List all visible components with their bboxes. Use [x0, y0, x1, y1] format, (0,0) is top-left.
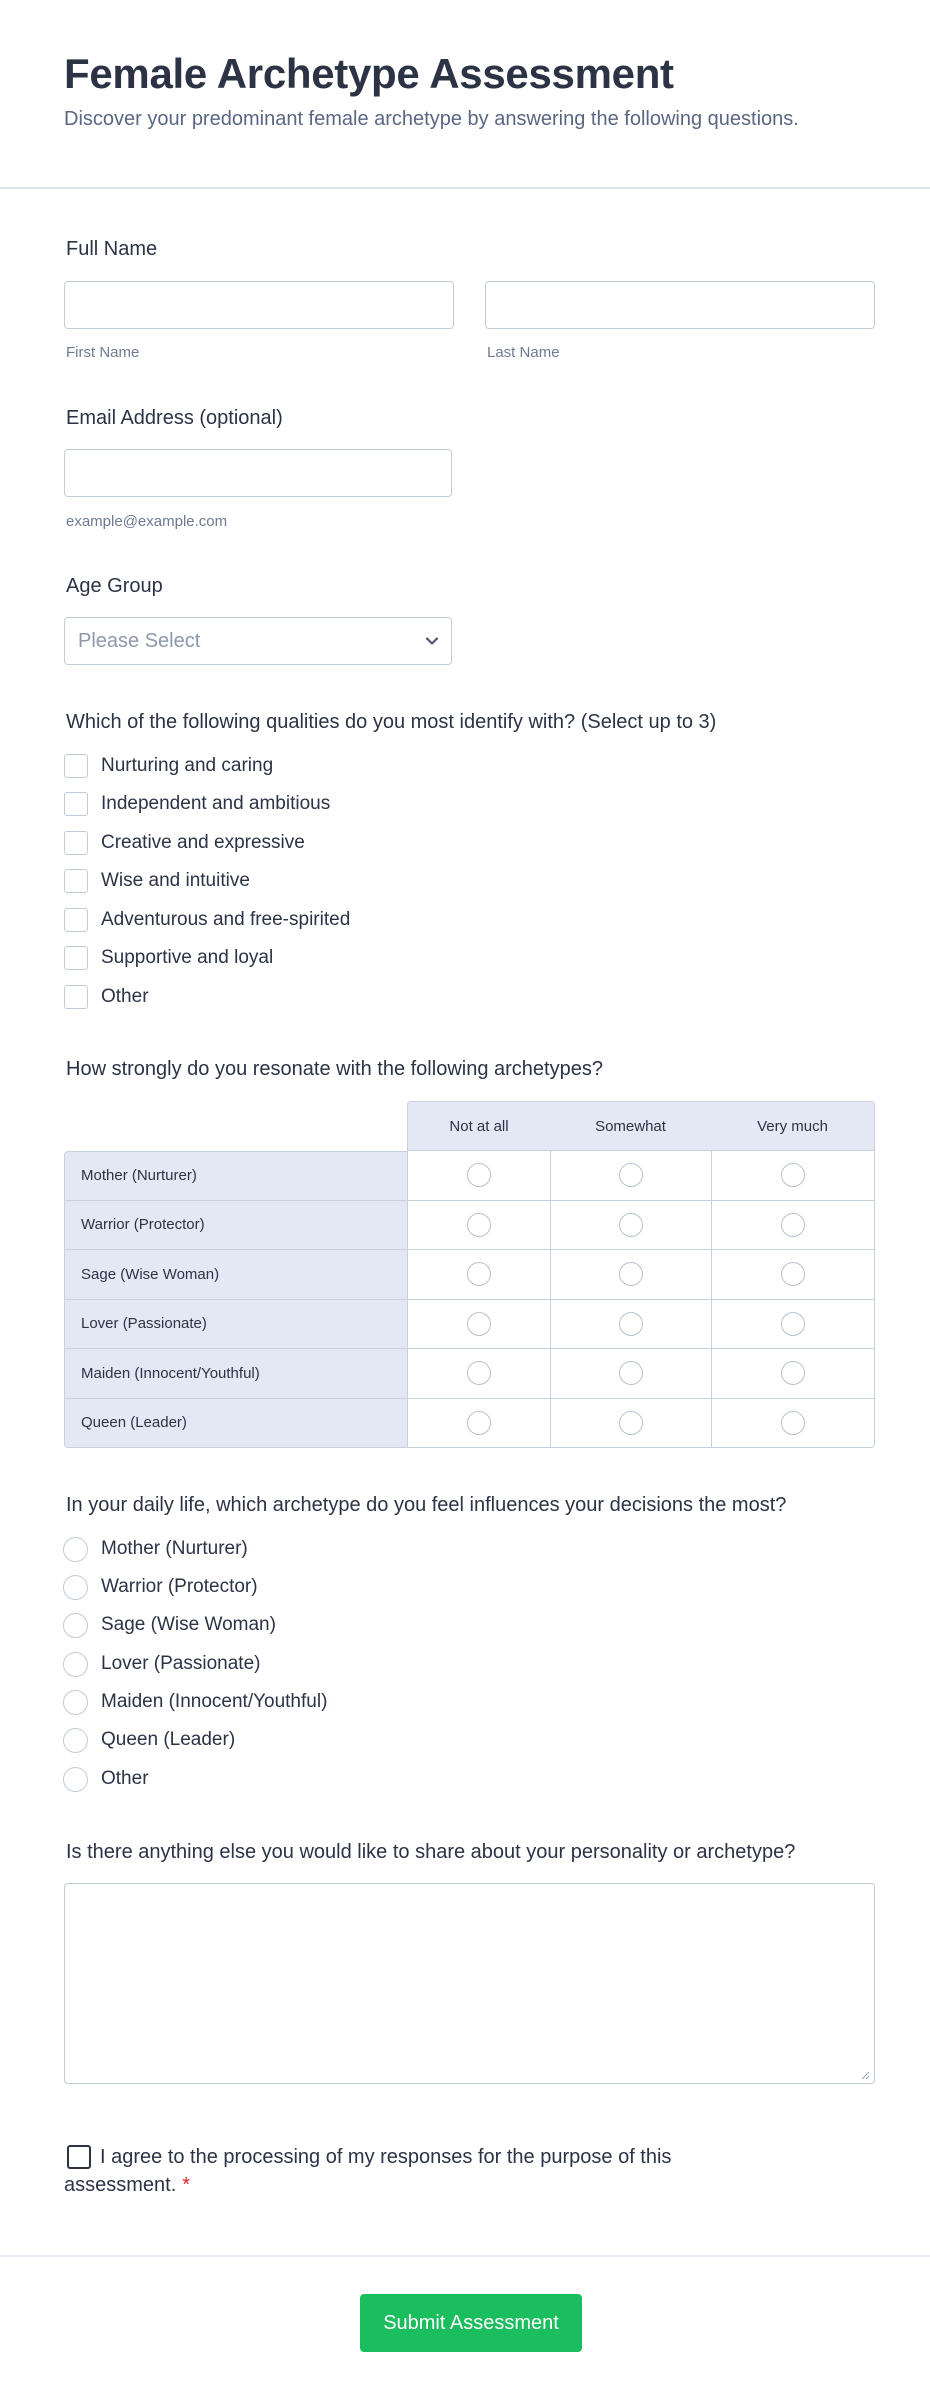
matrix-cell	[407, 1201, 551, 1251]
checkbox[interactable]	[64, 831, 88, 855]
radio-button[interactable]	[467, 1163, 491, 1187]
radio-button[interactable]	[467, 1361, 491, 1385]
checkbox[interactable]	[64, 946, 88, 970]
radio-button[interactable]	[781, 1262, 805, 1286]
share-label: Is there anything else you would like to share about your personality or archetype?	[66, 1841, 796, 1863]
quality-option-label: Independent and ambitious	[101, 793, 331, 814]
matrix-cell	[407, 1250, 551, 1300]
checkbox[interactable]	[64, 754, 88, 778]
checkbox[interactable]	[64, 908, 88, 932]
influence-option-label: Maiden (Innocent/Youthful)	[101, 1691, 328, 1712]
quality-option-label: Supportive and loyal	[101, 947, 274, 968]
influence-option[interactable]	[63, 1728, 463, 1754]
influence-option-label: Lover (Passionate)	[101, 1653, 261, 1674]
quality-option-label: Other	[101, 986, 149, 1007]
header-divider	[0, 187, 930, 189]
influence-option[interactable]	[63, 1537, 463, 1563]
matrix-column-header: Somewhat	[550, 1101, 712, 1151]
resonance-label: How strongly do you resonate with the following archetypes?	[66, 1058, 603, 1080]
matrix-cell	[551, 1349, 712, 1399]
matrix-cell	[551, 1399, 712, 1449]
last-name-sublabel: Last Name	[487, 344, 560, 361]
matrix-row-label: Queen (Leader)	[64, 1399, 407, 1449]
influence-option[interactable]	[63, 1575, 463, 1601]
submit-button[interactable]: Submit Assessment	[360, 2294, 582, 2352]
footer-divider	[0, 2255, 930, 2257]
influence-option[interactable]	[63, 1690, 463, 1716]
email-label: Email Address (optional)	[66, 407, 283, 429]
matrix-cell	[712, 1250, 875, 1300]
matrix-column-header: Very much	[711, 1101, 875, 1151]
radio-button[interactable]	[781, 1312, 805, 1336]
quality-option[interactable]	[64, 908, 464, 934]
radio-button[interactable]	[619, 1163, 643, 1187]
influence-option-label: Warrior (Protector)	[101, 1576, 258, 1597]
radio-button[interactable]	[619, 1312, 643, 1336]
influence-option-label: Other	[101, 1768, 149, 1789]
matrix-cell	[407, 1349, 551, 1399]
email-sublabel: example@example.com	[66, 513, 228, 530]
resonance-matrix	[64, 1101, 875, 1448]
age-group-label: Age Group	[66, 575, 163, 597]
radio-button[interactable]	[467, 1411, 491, 1435]
radio-button[interactable]	[63, 1537, 88, 1562]
quality-option[interactable]	[64, 869, 464, 895]
influence-option[interactable]	[63, 1652, 463, 1678]
quality-option-label: Adventurous and free-spirited	[101, 909, 351, 930]
matrix-row-label: Maiden (Innocent/Youthful)	[64, 1349, 407, 1399]
radio-button[interactable]	[63, 1728, 88, 1753]
matrix-cell	[712, 1349, 875, 1399]
full-name-label: Full Name	[66, 238, 158, 260]
first-name-sublabel: First Name	[66, 344, 140, 361]
qualities-label: Which of the following qualities do you most identify with? (Select up to 3)	[66, 711, 717, 733]
radio-button[interactable]	[467, 1213, 491, 1237]
radio-button[interactable]	[63, 1575, 88, 1600]
quality-option-label: Creative and expressive	[101, 832, 305, 853]
influence-option-label: Sage (Wise Woman)	[101, 1614, 276, 1635]
matrix-row-label: Sage (Wise Woman)	[64, 1250, 407, 1300]
matrix-cell	[407, 1300, 551, 1350]
radio-button[interactable]	[467, 1262, 491, 1286]
radio-button[interactable]	[781, 1163, 805, 1187]
quality-option[interactable]	[64, 946, 464, 972]
radio-button[interactable]	[619, 1262, 643, 1286]
radio-button[interactable]	[781, 1213, 805, 1237]
influence-label: In your daily life, which archetype do you feel influences your decisions the most?	[66, 1494, 787, 1516]
influence-option[interactable]	[63, 1613, 463, 1639]
age-group-selected-value: Please Select	[78, 630, 201, 652]
quality-option[interactable]	[64, 792, 464, 818]
matrix-column-header: Not at all	[407, 1101, 551, 1151]
radio-button[interactable]	[781, 1411, 805, 1435]
checkbox[interactable]	[64, 869, 88, 893]
influence-option-label: Mother (Nurturer)	[101, 1538, 248, 1559]
radio-button[interactable]	[467, 1312, 491, 1336]
matrix-cell	[551, 1201, 712, 1251]
quality-option[interactable]	[64, 754, 464, 780]
checkbox[interactable]	[64, 792, 88, 816]
radio-button[interactable]	[63, 1690, 88, 1715]
required-asterisk: *	[182, 2174, 191, 2196]
matrix-cell	[712, 1201, 875, 1251]
agree-text: I agree to the processing of my responses for the purpose of this assessment.	[64, 2146, 672, 2196]
matrix-cell	[551, 1300, 712, 1350]
radio-button[interactable]	[63, 1652, 88, 1677]
radio-button[interactable]	[619, 1361, 643, 1385]
age-group-select[interactable]	[64, 617, 452, 665]
matrix-row-label: Mother (Nurturer)	[64, 1151, 407, 1201]
matrix-cell	[551, 1151, 712, 1201]
radio-button[interactable]	[781, 1361, 805, 1385]
radio-button[interactable]	[63, 1767, 88, 1792]
matrix-cell	[712, 1151, 875, 1201]
page-subtitle: Discover your predominant female archetype by answering the following questions.	[64, 108, 799, 130]
matrix-cell	[407, 1399, 551, 1449]
radio-button[interactable]	[619, 1411, 643, 1435]
matrix-row-label: Lover (Passionate)	[64, 1300, 407, 1350]
chevron-down-icon	[423, 632, 441, 650]
page-title: Female Archetype Assessment	[64, 50, 674, 97]
quality-option-label: Wise and intuitive	[101, 870, 250, 891]
matrix-cell	[712, 1300, 875, 1350]
checkbox[interactable]	[64, 985, 88, 1009]
radio-button[interactable]	[63, 1613, 88, 1638]
share-textarea[interactable]	[64, 1883, 875, 2084]
agree-label	[64, 2143, 784, 2199]
influence-option-label: Queen (Leader)	[101, 1729, 236, 1750]
matrix-cell	[551, 1250, 712, 1300]
last-name-input[interactable]	[485, 281, 875, 329]
influence-option[interactable]	[63, 1767, 463, 1793]
email-input[interactable]	[64, 449, 452, 497]
radio-button[interactable]	[619, 1213, 643, 1237]
quality-option[interactable]	[64, 831, 464, 857]
quality-option[interactable]	[64, 985, 464, 1011]
matrix-row-label: Warrior (Protector)	[64, 1201, 407, 1251]
matrix-cell	[712, 1399, 875, 1449]
first-name-input[interactable]	[64, 281, 454, 329]
resize-handle-icon[interactable]	[860, 2070, 870, 2080]
quality-option-label: Nurturing and caring	[101, 755, 274, 776]
matrix-cell	[407, 1151, 551, 1201]
